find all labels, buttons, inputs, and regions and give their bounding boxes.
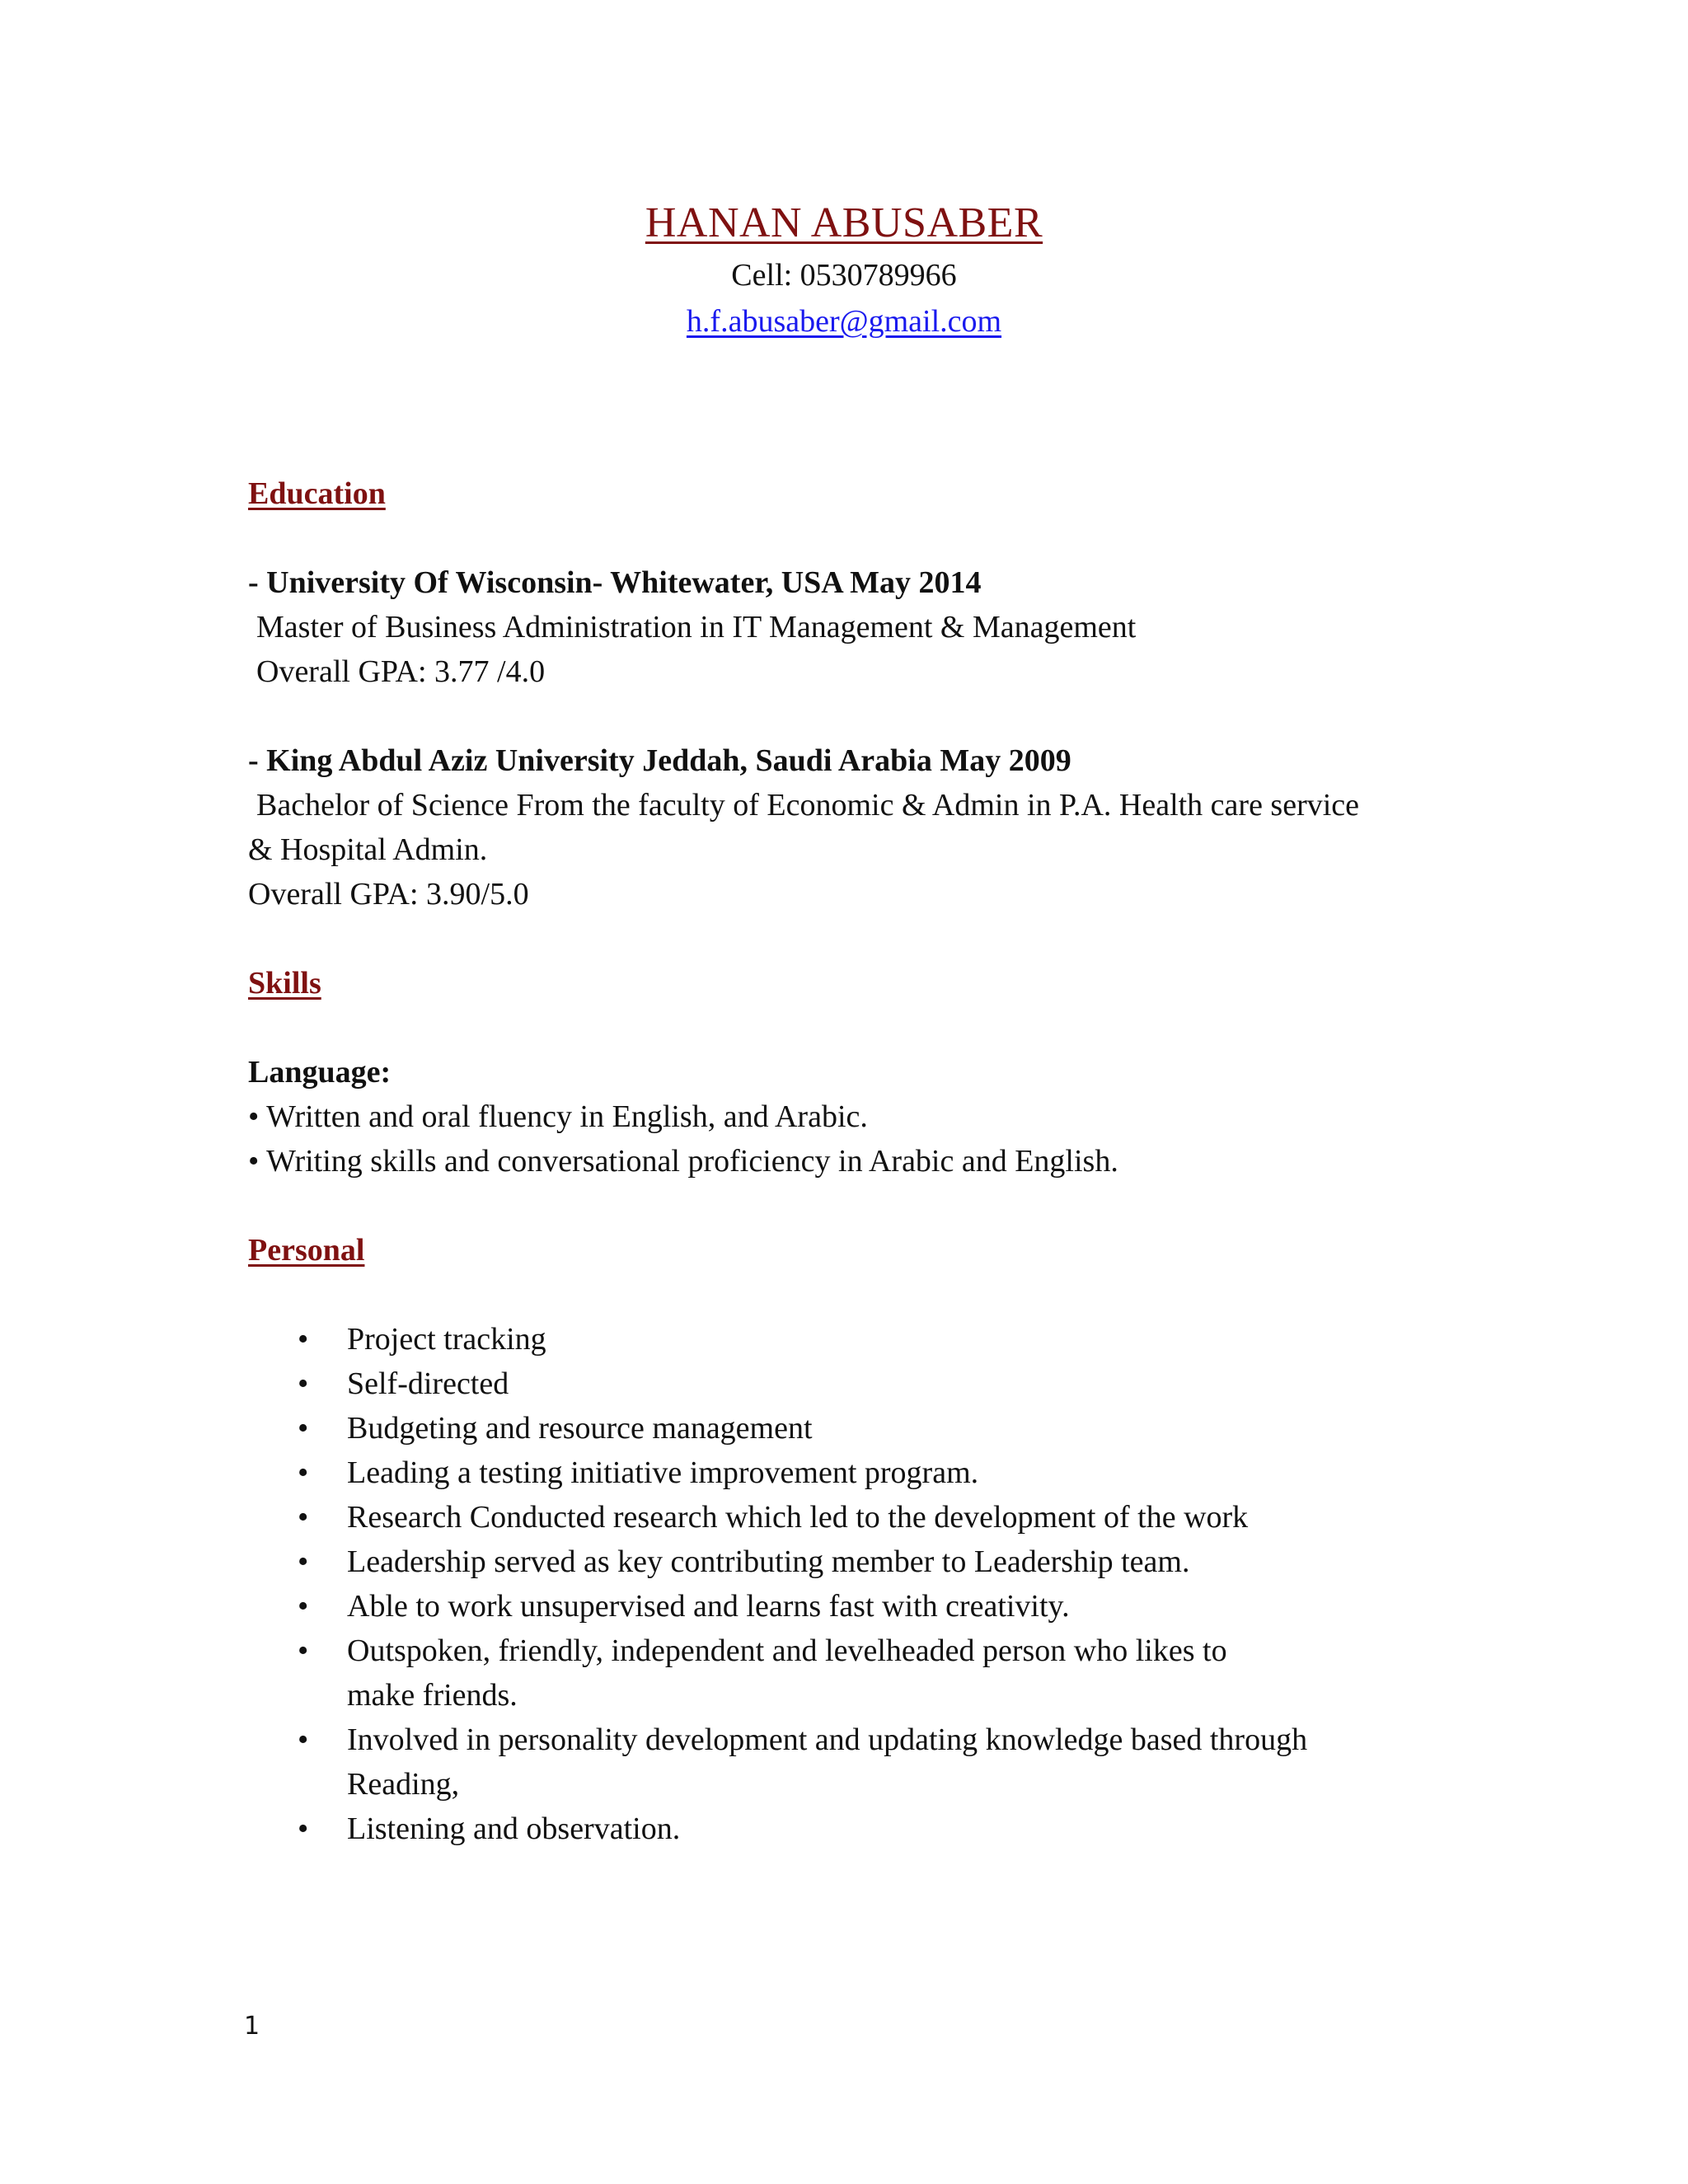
list-item xyxy=(248,1317,1443,1361)
list-item-text: Outspoken, friendly, independent and levelheaded person who likes to make friends. xyxy=(347,1633,1227,1713)
list-item xyxy=(248,1451,1443,1495)
list-item-text: Project tracking xyxy=(347,1322,546,1357)
list-item-text: Listening and observation. xyxy=(347,1811,681,1846)
list-item xyxy=(248,1540,1443,1584)
education-degree-cont: & Hospital Admin. xyxy=(248,832,488,867)
education-gpa: Overall GPA: 3.77 /4.0 xyxy=(256,654,546,689)
education-school: - University Of Wisconsin- Whitewater, USA May 2014 xyxy=(248,565,982,600)
education-entry xyxy=(248,560,1443,694)
cell-phone: Cell: 0530789966 xyxy=(731,258,957,293)
list-item xyxy=(248,1629,1443,1718)
list-item xyxy=(248,1807,1443,1851)
education-section xyxy=(248,471,1443,916)
education-heading: Education xyxy=(248,476,386,511)
resume-body xyxy=(248,471,1443,1851)
bullet-icon: • xyxy=(298,1589,309,1624)
list-item xyxy=(248,1718,1443,1807)
list-item xyxy=(248,1584,1443,1629)
bullet-icon: • xyxy=(298,1633,309,1668)
bullet-icon: • xyxy=(298,1544,309,1579)
skills-heading: Skills xyxy=(248,966,321,1001)
bullet-icon: • xyxy=(298,1455,309,1490)
email-link[interactable]: h.f.abusaber@gmail.com xyxy=(686,304,1002,339)
education-degree: Master of Business Administration in IT Management & Management xyxy=(256,610,1137,644)
list-item xyxy=(248,1495,1443,1540)
skills-section xyxy=(248,961,1443,1183)
bullet-icon: • xyxy=(298,1811,309,1846)
candidate-name: HANAN ABUSABER xyxy=(645,199,1043,246)
list-item-text: Leading a testing initiative improvement program. xyxy=(347,1455,979,1490)
list-item-text: Research Conducted research which led to the development of the work xyxy=(347,1500,1249,1535)
personal-section xyxy=(248,1228,1443,1851)
bullet-icon: • xyxy=(298,1366,309,1401)
education-degree: Bachelor of Science From the faculty of Economic & Admin in P.A. Health care service xyxy=(256,788,1360,823)
list-item-text: Self-directed xyxy=(347,1366,509,1401)
bullet-icon: • xyxy=(298,1322,309,1357)
list-item xyxy=(248,1361,1443,1406)
education-gpa: Overall GPA: 3.90/5.0 xyxy=(248,877,529,912)
skill-item: • Writing skills and conversational proficiency in Arabic and English. xyxy=(248,1144,1118,1179)
bullet-icon: • xyxy=(298,1500,309,1535)
resume-header xyxy=(0,194,1688,344)
list-item-text: Budgeting and resource management xyxy=(347,1411,813,1446)
education-school: - King Abdul Aziz University Jeddah, Saudi Arabia May 2009 xyxy=(248,743,1071,778)
page-number: 1 xyxy=(244,2012,260,2041)
bullet-icon: • xyxy=(298,1411,309,1446)
list-item-text: Leadership served as key contributing member to Leadership team. xyxy=(347,1544,1190,1579)
skill-item: • Written and oral fluency in English, and Arabic. xyxy=(248,1099,868,1134)
bullet-icon: • xyxy=(298,1722,309,1757)
language-subheading: Language: xyxy=(248,1055,392,1090)
list-item-text: Involved in personality development and updating knowledge based through Reading, xyxy=(347,1722,1308,1802)
list-item-text: Able to work unsupervised and learns fast with creativity. xyxy=(347,1589,1070,1624)
education-entry xyxy=(248,738,1443,916)
list-item xyxy=(248,1406,1443,1451)
personal-heading: Personal xyxy=(248,1233,365,1268)
personal-list xyxy=(248,1317,1443,1851)
